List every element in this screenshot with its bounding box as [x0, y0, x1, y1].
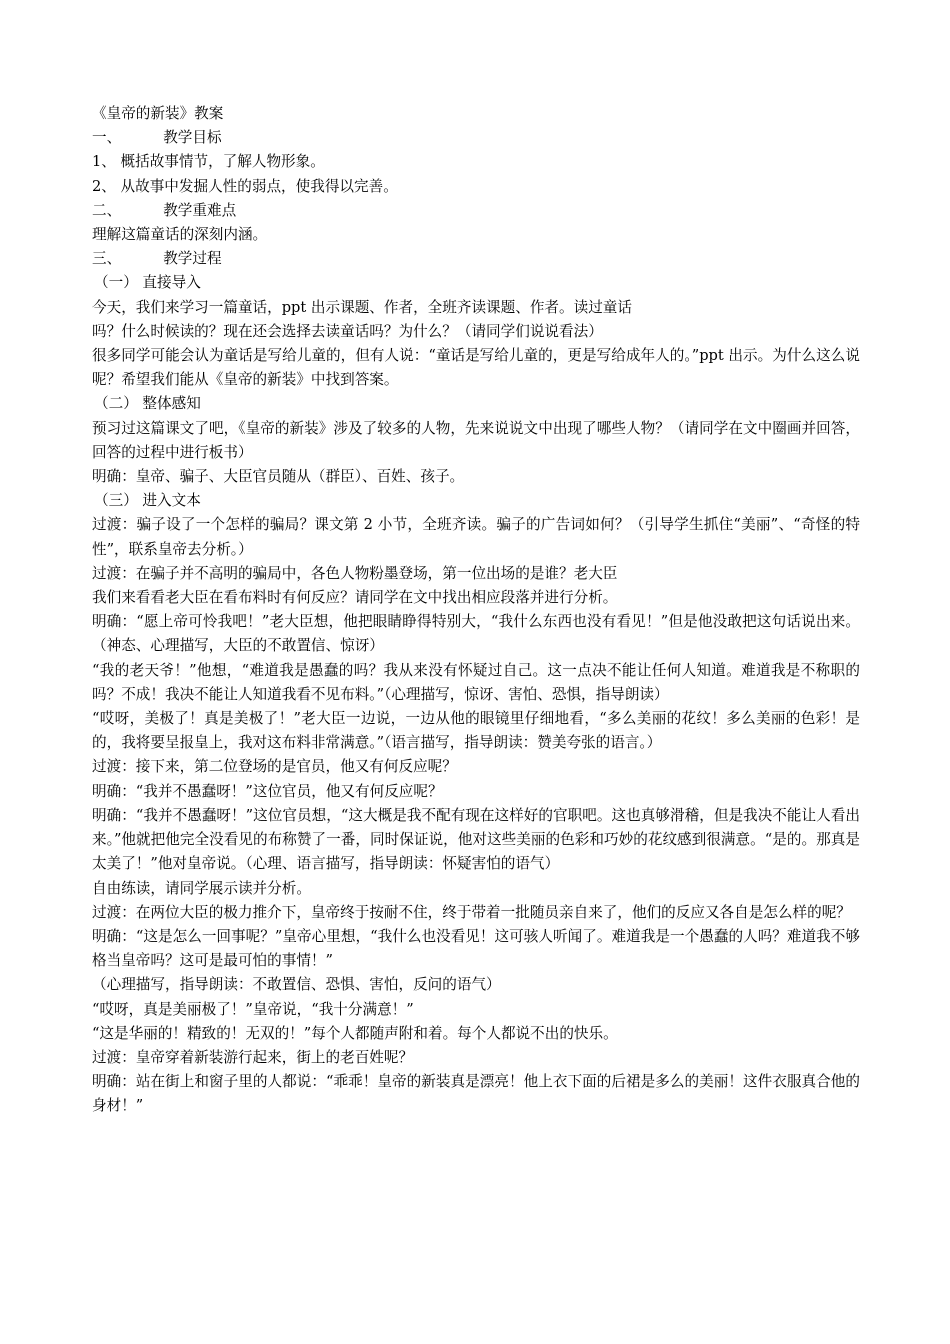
paragraph: 明确：站在街上和窗子里的人都说：“乖乖！皇帝的新装真是漂亮！他上衣下面的后裙是多么的美丽！这件衣服真合他的身材！”: [92, 1073, 860, 1115]
paragraph: 很多同学可能会认为童话是写给儿童的，但有人说：“童话是写给儿童的，更是写给成年人的。”ppt 出示。为什么这么说呢？希望我们能从《皇帝的新装》中找到答案。: [92, 347, 860, 389]
paragraph: 明确：“这是怎么一回事呢？”皇帝心里想，“我什么也没看见！这可骇人听闻了。难道我是一个愚蠢的人吗？难道我不够格当皇帝吗？这可是最可怕的事情！”: [92, 927, 860, 970]
section-heading-key-points: [92, 199, 860, 223]
subsection-heading: （一） 直接导入: [94, 274, 201, 292]
section-title: 教学过程: [163, 250, 222, 268]
paragraph: 过渡：接下来，第二位登场的是官员，他又有何反应呢？: [92, 758, 457, 776]
section-number: 一、: [92, 129, 122, 147]
paragraph: 预习过这篇课文了吧，《皇帝的新装》涉及了较多的人物，先来说说文中出现了哪些人物？（请同学在文中圈画并回答，回答的过程中进行板书）: [92, 419, 860, 461]
section-heading-objectives: [92, 126, 860, 150]
document-title: 《皇帝的新装》教案: [92, 105, 224, 122]
section-number: 三、: [92, 250, 122, 268]
subsection-heading: （三） 进入文本: [94, 492, 201, 510]
section-heading-process: [92, 247, 860, 271]
subsection-heading: （二） 整体感知: [94, 395, 201, 413]
paragraph: 过渡：在骗子并不高明的骗局中，各色人物粉墨登场，第一位出场的是谁？老大臣: [92, 564, 618, 582]
paragraph: 明确：皇帝、骗子、大臣官员随从（群臣）、百姓、孩子。: [92, 468, 465, 486]
paragraph: “我的老天爷！”他想，“难道我是愚蠢的吗？我从来没有怀疑过自己。这一点决不能让任何人知道。难道我是不称职的吗？不成！我决不能让人知道我看不见布料。”（心理描写，惊讶、害怕、恐惧，指导朗读）: [92, 661, 860, 703]
paragraph: 过渡：骗子设了一个怎样的骗局？课文第 2 小节，全班齐读。骗子的广告词如何？（引导学生抓住“美丽”、“奇怪的特性”，联系皇帝去分析。）: [92, 516, 860, 558]
paragraph: 今天，我们来学习一篇童话，ppt 出示课题、作者，全班齐读课题、作者。读过童话: [92, 298, 632, 316]
section-title: 教学重难点: [163, 201, 237, 219]
section-title: 教学目标: [163, 129, 222, 147]
paragraph: 过渡：皇帝穿着新装游行起来，街上的老百姓呢？: [92, 1048, 414, 1066]
paragraph: 我们来看看老大臣在看布料时有何反应？请同学在文中找出相应段落并进行分析。: [92, 589, 618, 607]
paragraph: 过渡：在两位大臣的极力推介下，皇帝终于按耐不住，终于带着一批随员亲自来了，他们的反应又各自是怎么样的呢？: [92, 903, 851, 921]
paragraph: 明确：“我并不愚蠢呀！”这位官员，他又有何反应呢？: [92, 782, 443, 800]
objective-item: 1、 概括故事情节，了解人物形象。: [92, 153, 325, 171]
key-point-text: 理解这篇童话的深刻内涵。: [92, 226, 268, 244]
paragraph: 明确：“愿上帝可怜我吧！”老大臣想，他把眼睛睁得特别大，“我什么东西也没有看见！”但是他没敢把这句话说出来。（神态、心理描写，大臣的不敢置信、惊讶）: [92, 613, 860, 655]
paragraph: “哎呀，真是美丽极了！”皇帝说，“我十分满意！”: [92, 1000, 414, 1018]
objective-item: 2、 从故事中发掘人性的弱点，使我得以完善。: [92, 177, 398, 195]
paragraph: “哎呀，美极了！真是美极了！”老大臣一边说，一边从他的眼镜里仔细地看，“多么美丽的花纹！多么美丽的色彩！是的，我将要呈报皇上，我对这布料非常满意。”（语言描写，指导朗读：赞美夸张的语言。）: [92, 710, 860, 752]
section-number: 二、: [92, 201, 122, 219]
paragraph: 吗？什么时候读的？现在还会选择去读童话吗？为什么？（请同学们说说看法）: [92, 322, 603, 340]
lesson-plan-document: [92, 102, 860, 1119]
paragraph: 明确：“我并不愚蠢呀！”这位官员想，“这大概是我不配有现在这样好的官职吧。这也真够滑稽，但是我决不能让人看出来。”他就把他完全没看见的布称赞了一番，同时保证说，他对这些美丽的色彩和巧妙的花纹感到很满意。“是的。那真是太美了！”他对皇帝说。（心理、语言描写，指导朗读：怀疑害怕的语气）: [92, 806, 860, 873]
paragraph: 自由练读，请同学展示读并分析。: [92, 879, 311, 897]
paragraph: （心理描写，指导朗读：不敢置信、恐惧、害怕，反问的语气）: [92, 976, 501, 994]
paragraph: “这是华丽的！精致的！无双的！”每个人都随声附和着。每个人都说不出的快乐。: [92, 1024, 618, 1042]
